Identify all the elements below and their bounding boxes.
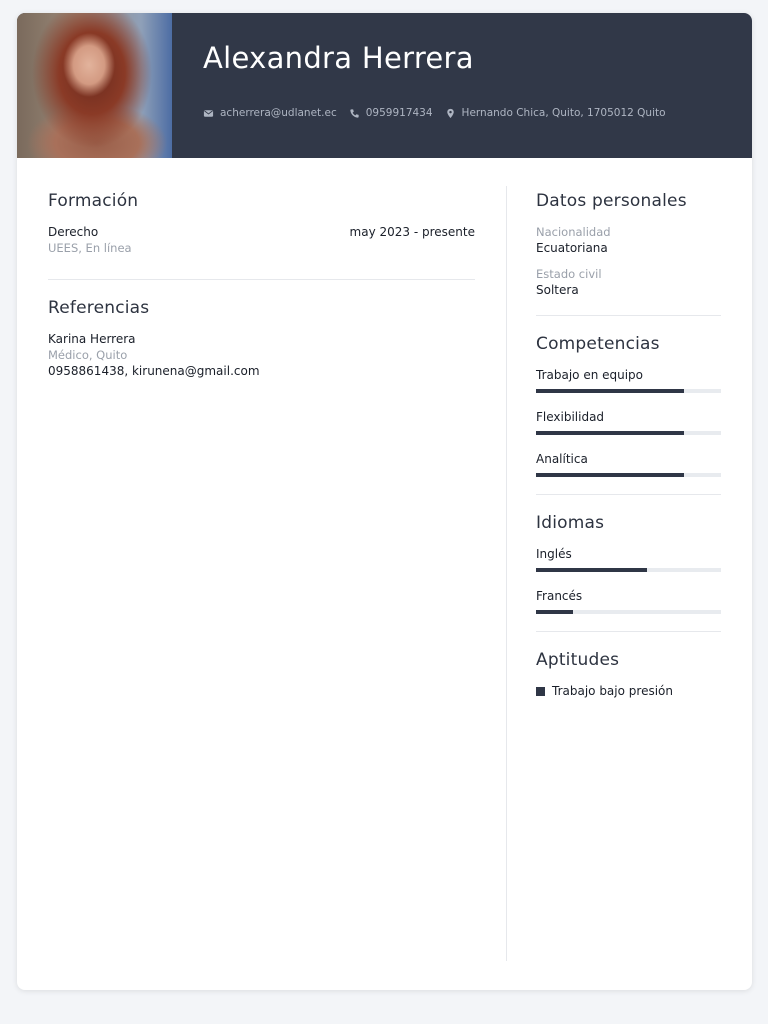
reference-role: Médico, Quito: [48, 348, 128, 362]
contact-address: [445, 107, 666, 119]
skill-level-bar: [536, 473, 721, 477]
map-pin-icon: [445, 108, 456, 119]
personal-data-item: [536, 267, 721, 297]
contact-bar: [203, 107, 678, 119]
skill-level-bar: [536, 431, 721, 435]
candidate-name: Alexandra Herrera: [203, 41, 474, 75]
formacion-title: Formación: [48, 191, 139, 211]
skill-level-fill: [536, 431, 684, 435]
section-divider: [48, 279, 475, 280]
education-dates: may 2023 - presente: [349, 225, 475, 239]
section-divider: [536, 315, 721, 316]
aptitudes-title: Aptitudes: [536, 650, 620, 670]
referencias-title: Referencias: [48, 298, 150, 318]
idiomas-title: Idiomas: [536, 513, 605, 533]
skill-item: [536, 368, 721, 393]
contact-email-text: acherrera@udlanet.ec: [220, 107, 337, 119]
right-column: [536, 191, 721, 698]
profile-photo: [17, 13, 172, 158]
language-level-fill: [536, 610, 573, 614]
language-item: [536, 589, 721, 614]
reference-entry: [48, 332, 475, 378]
personal-data-label: Estado civil: [536, 267, 602, 281]
skill-level-fill: [536, 389, 684, 393]
reference-name: Karina Herrera: [48, 332, 136, 346]
aptitude-text: Trabajo bajo presión: [552, 684, 673, 698]
personal-data-label: Nacionalidad: [536, 225, 611, 239]
language-level-fill: [536, 568, 647, 572]
education-degree: Derecho: [48, 225, 99, 239]
personal-data-value: Soltera: [536, 283, 579, 297]
language-item: [536, 547, 721, 572]
resume-card: [17, 13, 752, 990]
resume-header: [17, 13, 752, 158]
phone-icon: [349, 108, 360, 119]
education-entry: [48, 225, 475, 255]
skill-item: [536, 452, 721, 477]
aptitude-item: [536, 684, 721, 698]
section-divider: [536, 631, 721, 632]
personal-data-item: [536, 225, 721, 255]
contact-phone[interactable]: [349, 107, 433, 119]
envelope-icon: [203, 108, 214, 119]
skill-name: Flexibilidad: [536, 410, 605, 424]
education-institution: UEES, En línea: [48, 241, 132, 255]
language-level-bar: [536, 568, 721, 572]
left-column: [48, 191, 475, 378]
skill-name: Analítica: [536, 452, 588, 466]
personal-data-value: Ecuatoriana: [536, 241, 608, 255]
reference-contact: 0958861438, kirunena@gmail.com: [48, 364, 260, 378]
column-divider: [506, 186, 507, 961]
language-name: Francés: [536, 589, 583, 603]
competencias-title: Competencias: [536, 334, 660, 354]
skill-name: Trabajo en equipo: [536, 368, 644, 382]
language-level-bar: [536, 610, 721, 614]
language-name: Inglés: [536, 547, 572, 561]
contact-email[interactable]: [203, 107, 337, 119]
square-bullet-icon: [536, 687, 545, 696]
skill-item: [536, 410, 721, 435]
contact-address-text: Hernando Chica, Quito, 1705012 Quito: [461, 107, 666, 119]
datos-title: Datos personales: [536, 191, 687, 211]
skill-level-fill: [536, 473, 684, 477]
contact-phone-text: 0959917434: [365, 107, 433, 119]
section-divider: [536, 494, 721, 495]
skill-level-bar: [536, 389, 721, 393]
